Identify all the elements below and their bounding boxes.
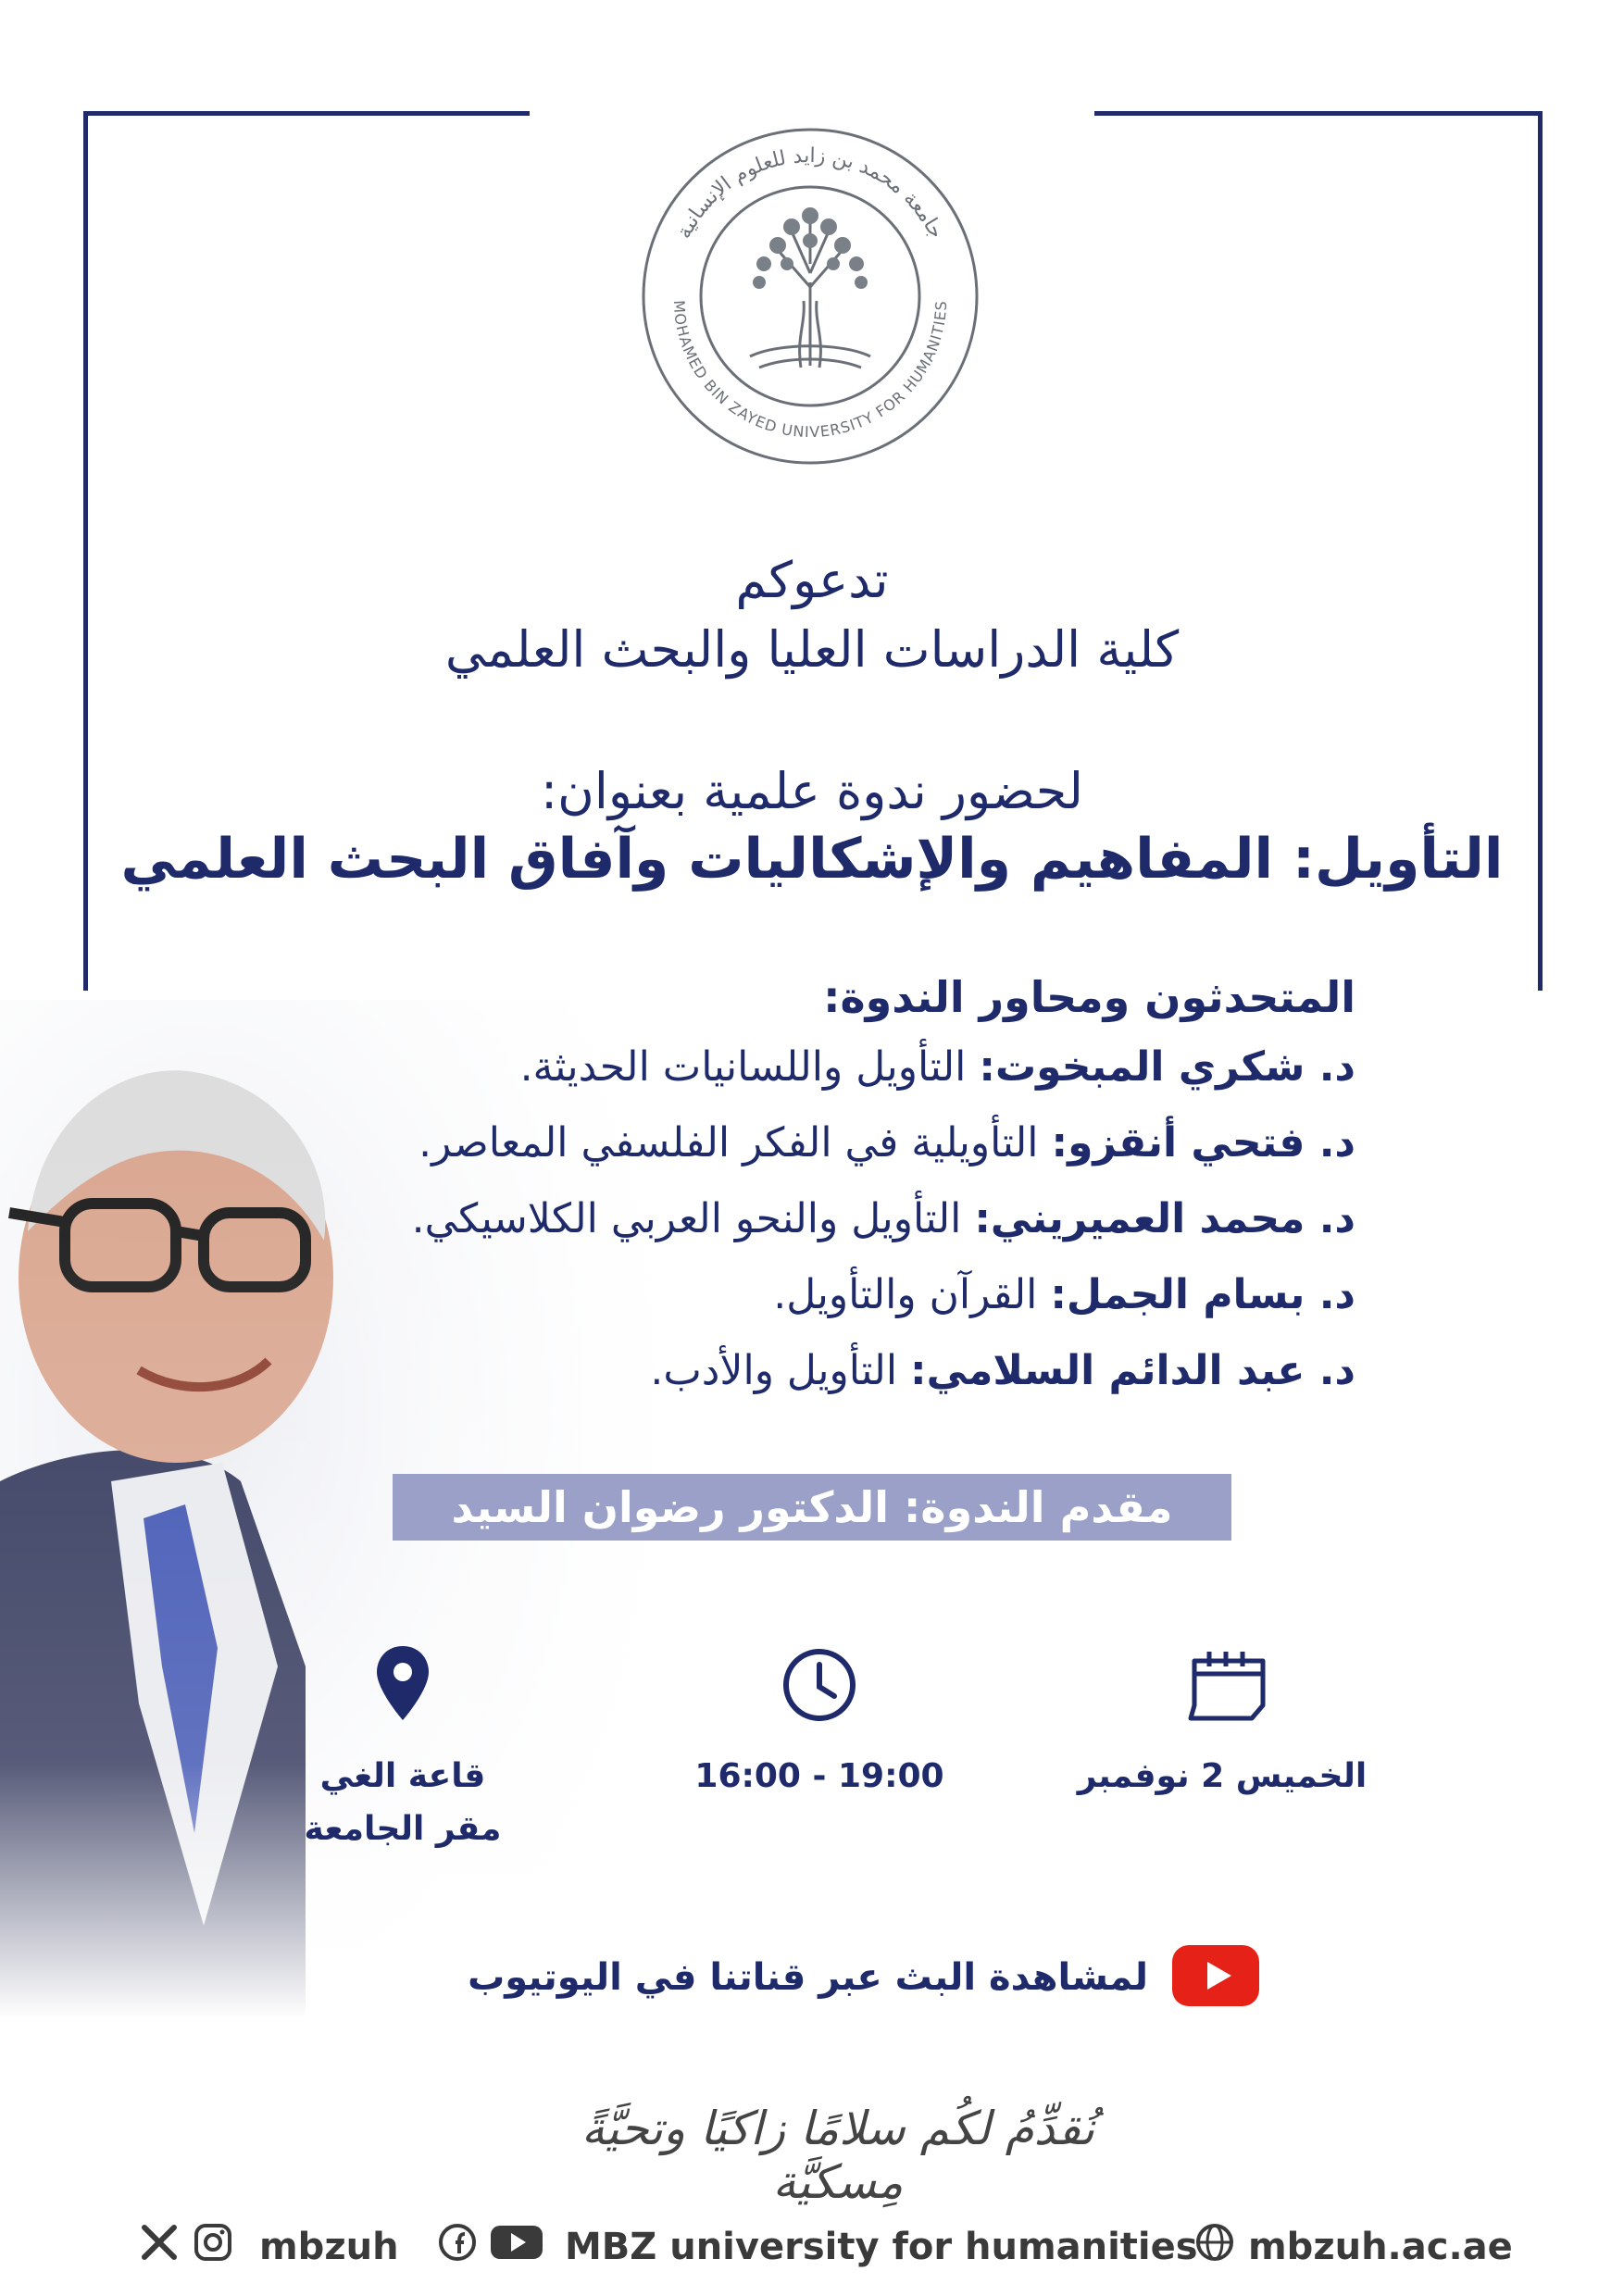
speaker-name: د. محمد العميريني: — [974, 1195, 1355, 1242]
speaker-topic: التأويلية في الفكر الفلسفي المعاصر. — [418, 1119, 1052, 1167]
invite-line-1: تدعوكم — [735, 551, 889, 609]
speakers-heading: المتحدثون ومحاور الندوة: — [823, 972, 1355, 1022]
website-link[interactable]: mbzuh.ac.ae — [1248, 2226, 1513, 2268]
clock-icon — [781, 1646, 858, 1724]
social-handle[interactable]: mbzuh — [259, 2226, 399, 2268]
speaker-name: د. شكري المبخوت: — [979, 1043, 1355, 1091]
logo-arabic-ring: جامعة محمد بن زايد للعلوم الإنسانية — [672, 144, 948, 243]
event-time: 16:00 - 19:00 — [694, 1757, 944, 1795]
instagram-icon[interactable] — [193, 2222, 233, 2272]
seminar-title: التأويل: المفاهيم والإشكاليات وآفاق البحث العلمي — [120, 827, 1504, 892]
speaker-topic: التأويل والنحو العربي الكلاسيكي. — [411, 1195, 975, 1242]
x-icon[interactable] — [139, 2222, 180, 2272]
speaker-row — [244, 1333, 1355, 1409]
moderator-banner: مقدم الندوة: الدكتور رضوان السيد — [393, 1474, 1231, 1541]
invite-line-3: لحضور ندوة علمية بعنوان: — [540, 762, 1084, 820]
university-logo — [639, 125, 981, 468]
invite-line-2: كلية الدراسات العليا والبحث العلمي — [444, 620, 1180, 679]
frame-top-right-line — [1094, 111, 1543, 116]
logo-english-ring: MOHAMED BIN ZAYED UNIVERSITY FOR HUMANITIES — [669, 299, 951, 442]
calendar-icon — [1185, 1648, 1268, 1722]
youtube-footer-icon[interactable] — [491, 2224, 543, 2270]
channel-name[interactable]: MBZ university for humanities — [565, 2226, 1198, 2268]
event-location-hall: قاعة الغي — [319, 1757, 486, 1795]
frame-top-left-line — [83, 111, 530, 116]
event-location-campus: مقر الجامعة — [304, 1810, 502, 1848]
speaker-topic: القرآن والتأويل. — [773, 1271, 1051, 1318]
youtube-icon[interactable] — [1172, 1945, 1259, 2010]
speakers-section — [244, 972, 1355, 1409]
speaker-name: د. بسام الجمل: — [1050, 1271, 1355, 1318]
footer-website — [1194, 2222, 1513, 2272]
speaker-name: د. فتحي أنقزو: — [1051, 1119, 1355, 1167]
facebook-icon[interactable] — [437, 2222, 478, 2272]
speaker-row — [244, 1105, 1355, 1181]
speaker-topic: التأويل واللسانيات الحديثة. — [519, 1043, 980, 1091]
location-pin-icon — [375, 1644, 431, 1722]
youtube-cta-text: لمشاهدة البث عبر قناتنا في اليوتيوب — [468, 1956, 1148, 1999]
footer-channel — [437, 2222, 1198, 2272]
speaker-row — [244, 1029, 1355, 1105]
event-date: الخميس 2 نوفمبر — [1077, 1757, 1368, 1795]
globe-icon — [1194, 2222, 1235, 2272]
speaker-row — [244, 1181, 1355, 1257]
greeting-calligraphy: نُقدِّمُ لكُم سلامًا زاكيًا وتحيَّةً مِسكيَّة — [581, 2102, 1095, 2209]
footer-social — [139, 2222, 399, 2272]
youtube-cta[interactable] — [463, 1942, 1259, 2013]
speaker-name: د. عبد الدائم السلامي: — [910, 1347, 1355, 1394]
speaker-row — [244, 1257, 1355, 1333]
speaker-topic: التأويل والأدب. — [650, 1347, 911, 1394]
